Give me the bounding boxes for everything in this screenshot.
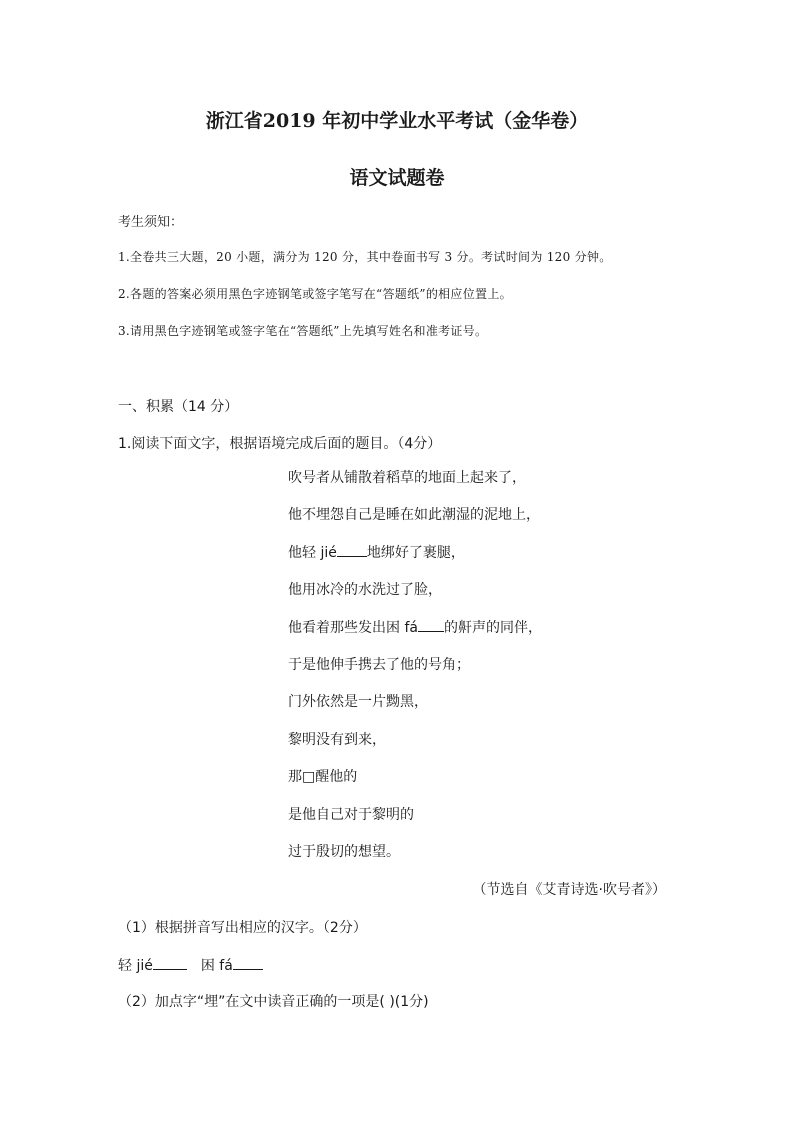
fill-blank[interactable] [337,542,367,557]
poem-line [288,616,542,653]
poem-line: 于是他伸手携去了他的号角； [288,656,470,673]
subquestion-2: （2）加点字“埋”在文中读音正确的一项是( )(1分) [118,994,429,1010]
notice-heading: 考生须知： [118,215,184,230]
fill-blank[interactable] [418,617,444,632]
poem-line: 黎明没有到来， [288,731,386,748]
poem-text: 地绑好了裹腿， [366,544,465,561]
poem-line: 那□醒他的 [288,769,358,786]
poem-line: 是他自己对于黎明的 [288,806,414,823]
poem-text: 他轻 jié [288,544,337,561]
poem-excerpt [288,466,542,877]
poem-line: 过于殷切的想望。 [288,843,400,860]
poem-source: （节选自《艾青诗选·吹号者》） [472,882,666,898]
poem-line: 门外依然是一片黝黑， [288,694,428,711]
exam-subtitle: 语文试题卷 [349,167,445,189]
notice-item-2: 2.各题的答案必须用黑色字迹钢笔或签字笔写在“答题纸”的相应位置上。 [118,287,512,301]
section-heading: 一、积累（14 分） [118,399,239,415]
answer-line [118,955,263,975]
answer-label-a: 轻 jié [118,958,153,974]
poem-line [288,541,542,578]
notice-item-1: 1.全卷共三大题，20 小题，满分为 120 分，其中卷面书写 3 分。考试时间为 120 分钟。 [118,250,612,264]
poem-text: 他看着那些发出困 fá [288,619,418,636]
answer-blank-b[interactable] [233,955,263,970]
answer-label-b: 困 fá [200,958,233,974]
question-1: 1.阅读下面文字，根据语境完成后面的题目。（4分） [118,436,442,452]
poem-line: 吹号者从铺散着稻草的地面上起来了， [288,470,526,486]
subquestion-1: （1）根据拼音写出相应的汉字。（2分） [118,920,367,936]
poem-line: 他用冰冷的水洗过了脸， [288,582,442,599]
poem-line: 他不埋怨自己是睡在如此潮湿的泥地上， [288,507,540,524]
poem-text: 的鼾声的同伴， [443,619,542,636]
answer-blank-a[interactable] [153,955,187,970]
notice-item-3: 3.请用黑色字迹钢笔或签字笔在“答题纸”上先填写姓名和准考证号。 [118,324,488,338]
exam-title: 浙江省2019 年初中学业水平考试（金华卷） [205,110,589,132]
